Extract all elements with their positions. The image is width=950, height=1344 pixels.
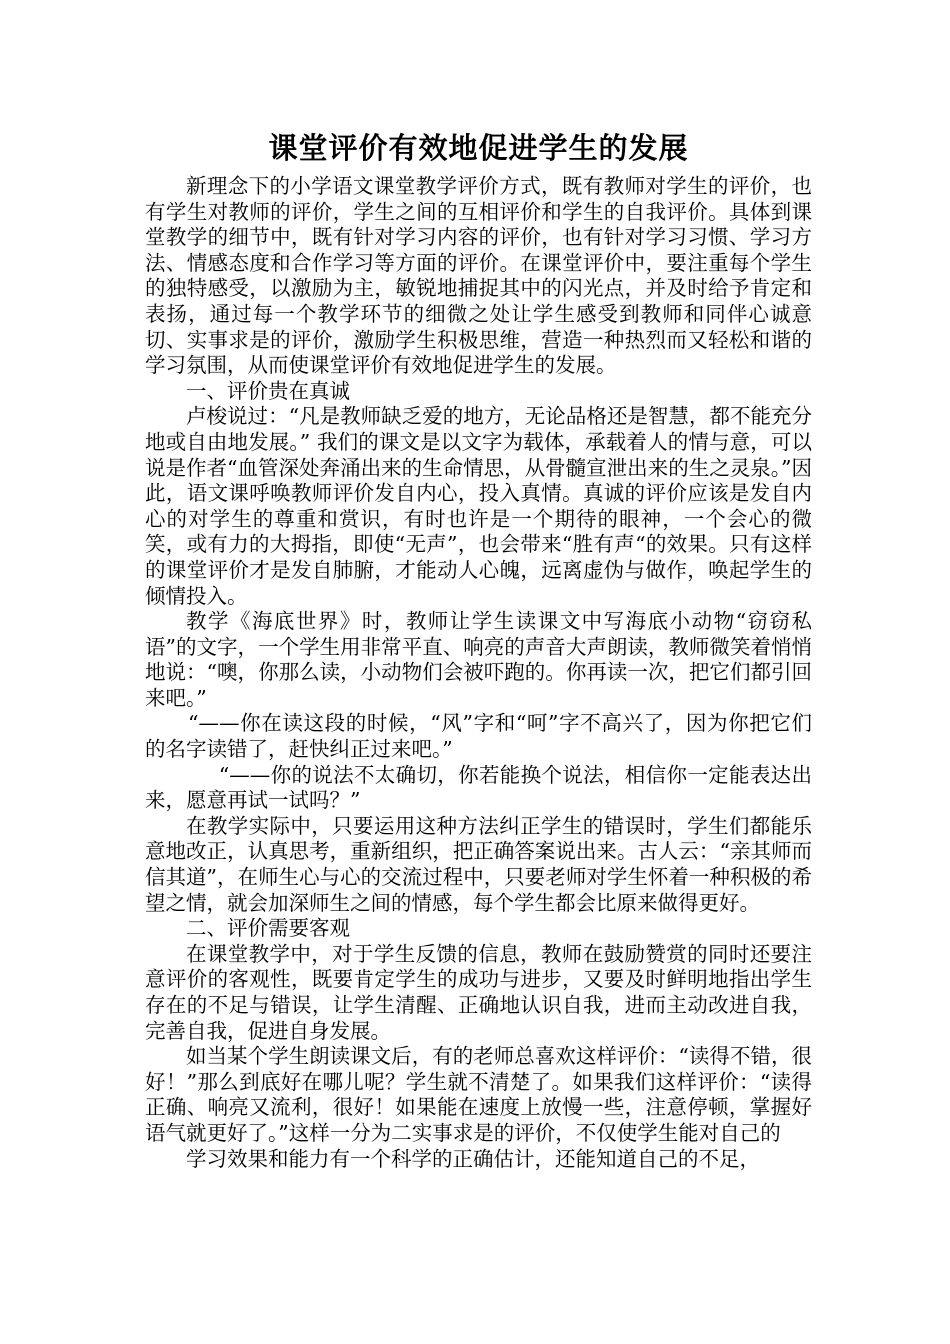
paragraph-quote-2: “——你的说法不太确切，你若能换个说法，相信你一定能表达出来，愿意再试一试吗？” <box>145 762 812 813</box>
paragraph-practice: 在教学实际中，只要运用这种方法纠正学生的错误时，学生们都能乐意地改正，认真思考，重新组织，把正确答案说出来。古人云：“亲其师而信其道”，在师生心与心的交流过程中，只要老师对学生怀着一种积极的希望之情，就会加深师生之间的情感，每个学生都会比原来做得更好。 <box>145 813 812 915</box>
paragraph-objective: 在课堂教学中，对于学生反馈的信息，教师在鼓励赞赏的同时还要注意评价的客观性，既要肯定学生的成功与进步，又要及时鲜明地指出学生存在的不足与错误，让学生清醒、正确地认识自我，进而主动改进自我，完善自我，促进自身发展。 <box>145 941 812 1043</box>
document-body <box>145 174 812 1172</box>
paragraph-continuation: 学习效果和能力有一个科学的正确估计，还能知道自己的不足， <box>186 1146 760 1171</box>
paragraph-rousseau: 卢梭说过：“凡是教师缺乏爱的地方，无论品格还是智慧，都不能充分地或自由地发展。” 我们的课文是以文字为载体，承载着人的情与意，可以说是作者“血管深处奔涌出来的生命情思，从骨髓宣泄出来的生之灵泉。”因此，语文课呼唤教师评价发自内心，投入真情。真诚的评价应该是发自内心的对学生的尊重和赏识，有时也许是一个期待的眼神，一个会心的微笑，或有力的大拇指，即使“无声”，也会带来“胜有声“的效果。只有这样的课堂评价才是发自肺腑，才能动人心魄，远离虚伪与做作，唤起学生的倾情投入。 <box>145 404 812 608</box>
document-title: 课堂评价有效地促进学生的发展 <box>268 131 689 165</box>
document-page <box>145 128 812 1172</box>
section-heading-2: 二、评价需要客观 <box>186 916 350 941</box>
section-heading-1: 一、评价贵在真诚 <box>186 378 350 403</box>
paragraph-intro: 新理念下的小学语文课堂教学评价方式，既有教师对学生的评价，也有学生对教师的评价，学生之间的互相评价和学生的自我评价。具体到课堂教学的细节中，既有针对学习内容的评价，也有针对学习习惯、学习方法、情感态度和合作学习等方面的评价。在课堂评价中，要注重每个学生的独特感受，以激励为主，敏锐地捕捉其中的闪光点，并及时给予肯定和表扬，通过每一个教学环节的细微之处让学生感受到教师和同伴心诚意切、实事求是的评价，激励学生积极思维，营造一种热烈而又轻松和谐的学习氛围，从而使课堂评价有效地促进学生的发展。 <box>145 174 812 378</box>
paragraph-reading-example: 如当某个学生朗读课文后，有的老师总喜欢这样评价：“读得不错，很好！”那么到底好在哪儿呢？学生就不清楚了。如果我们这样评价：“读得正确、响亮又流利，很好！如果能在速度上放慢一些，注意停顿，掌握好语气就更好了。”这样一分为二实事求是的评价，不仅使学生能对自己的 <box>145 1044 812 1145</box>
paragraph-quote-1: “——你在读这段的时候，“风”字和“呵”字不高兴了，因为你把它们的名字读错了，赶快纠正过来吧。” <box>145 711 812 762</box>
paragraph-example: 教学《海底世界》时，教师让学生读课文中写海底小动物“窃窃私语”的文字，一个学生用非常平直、响亮的声音大声朗读，教师微笑着悄悄地说：“噢，你那么读，小动物们会被吓跑的。你再读一次，把它们都引回来吧。” <box>145 609 812 710</box>
